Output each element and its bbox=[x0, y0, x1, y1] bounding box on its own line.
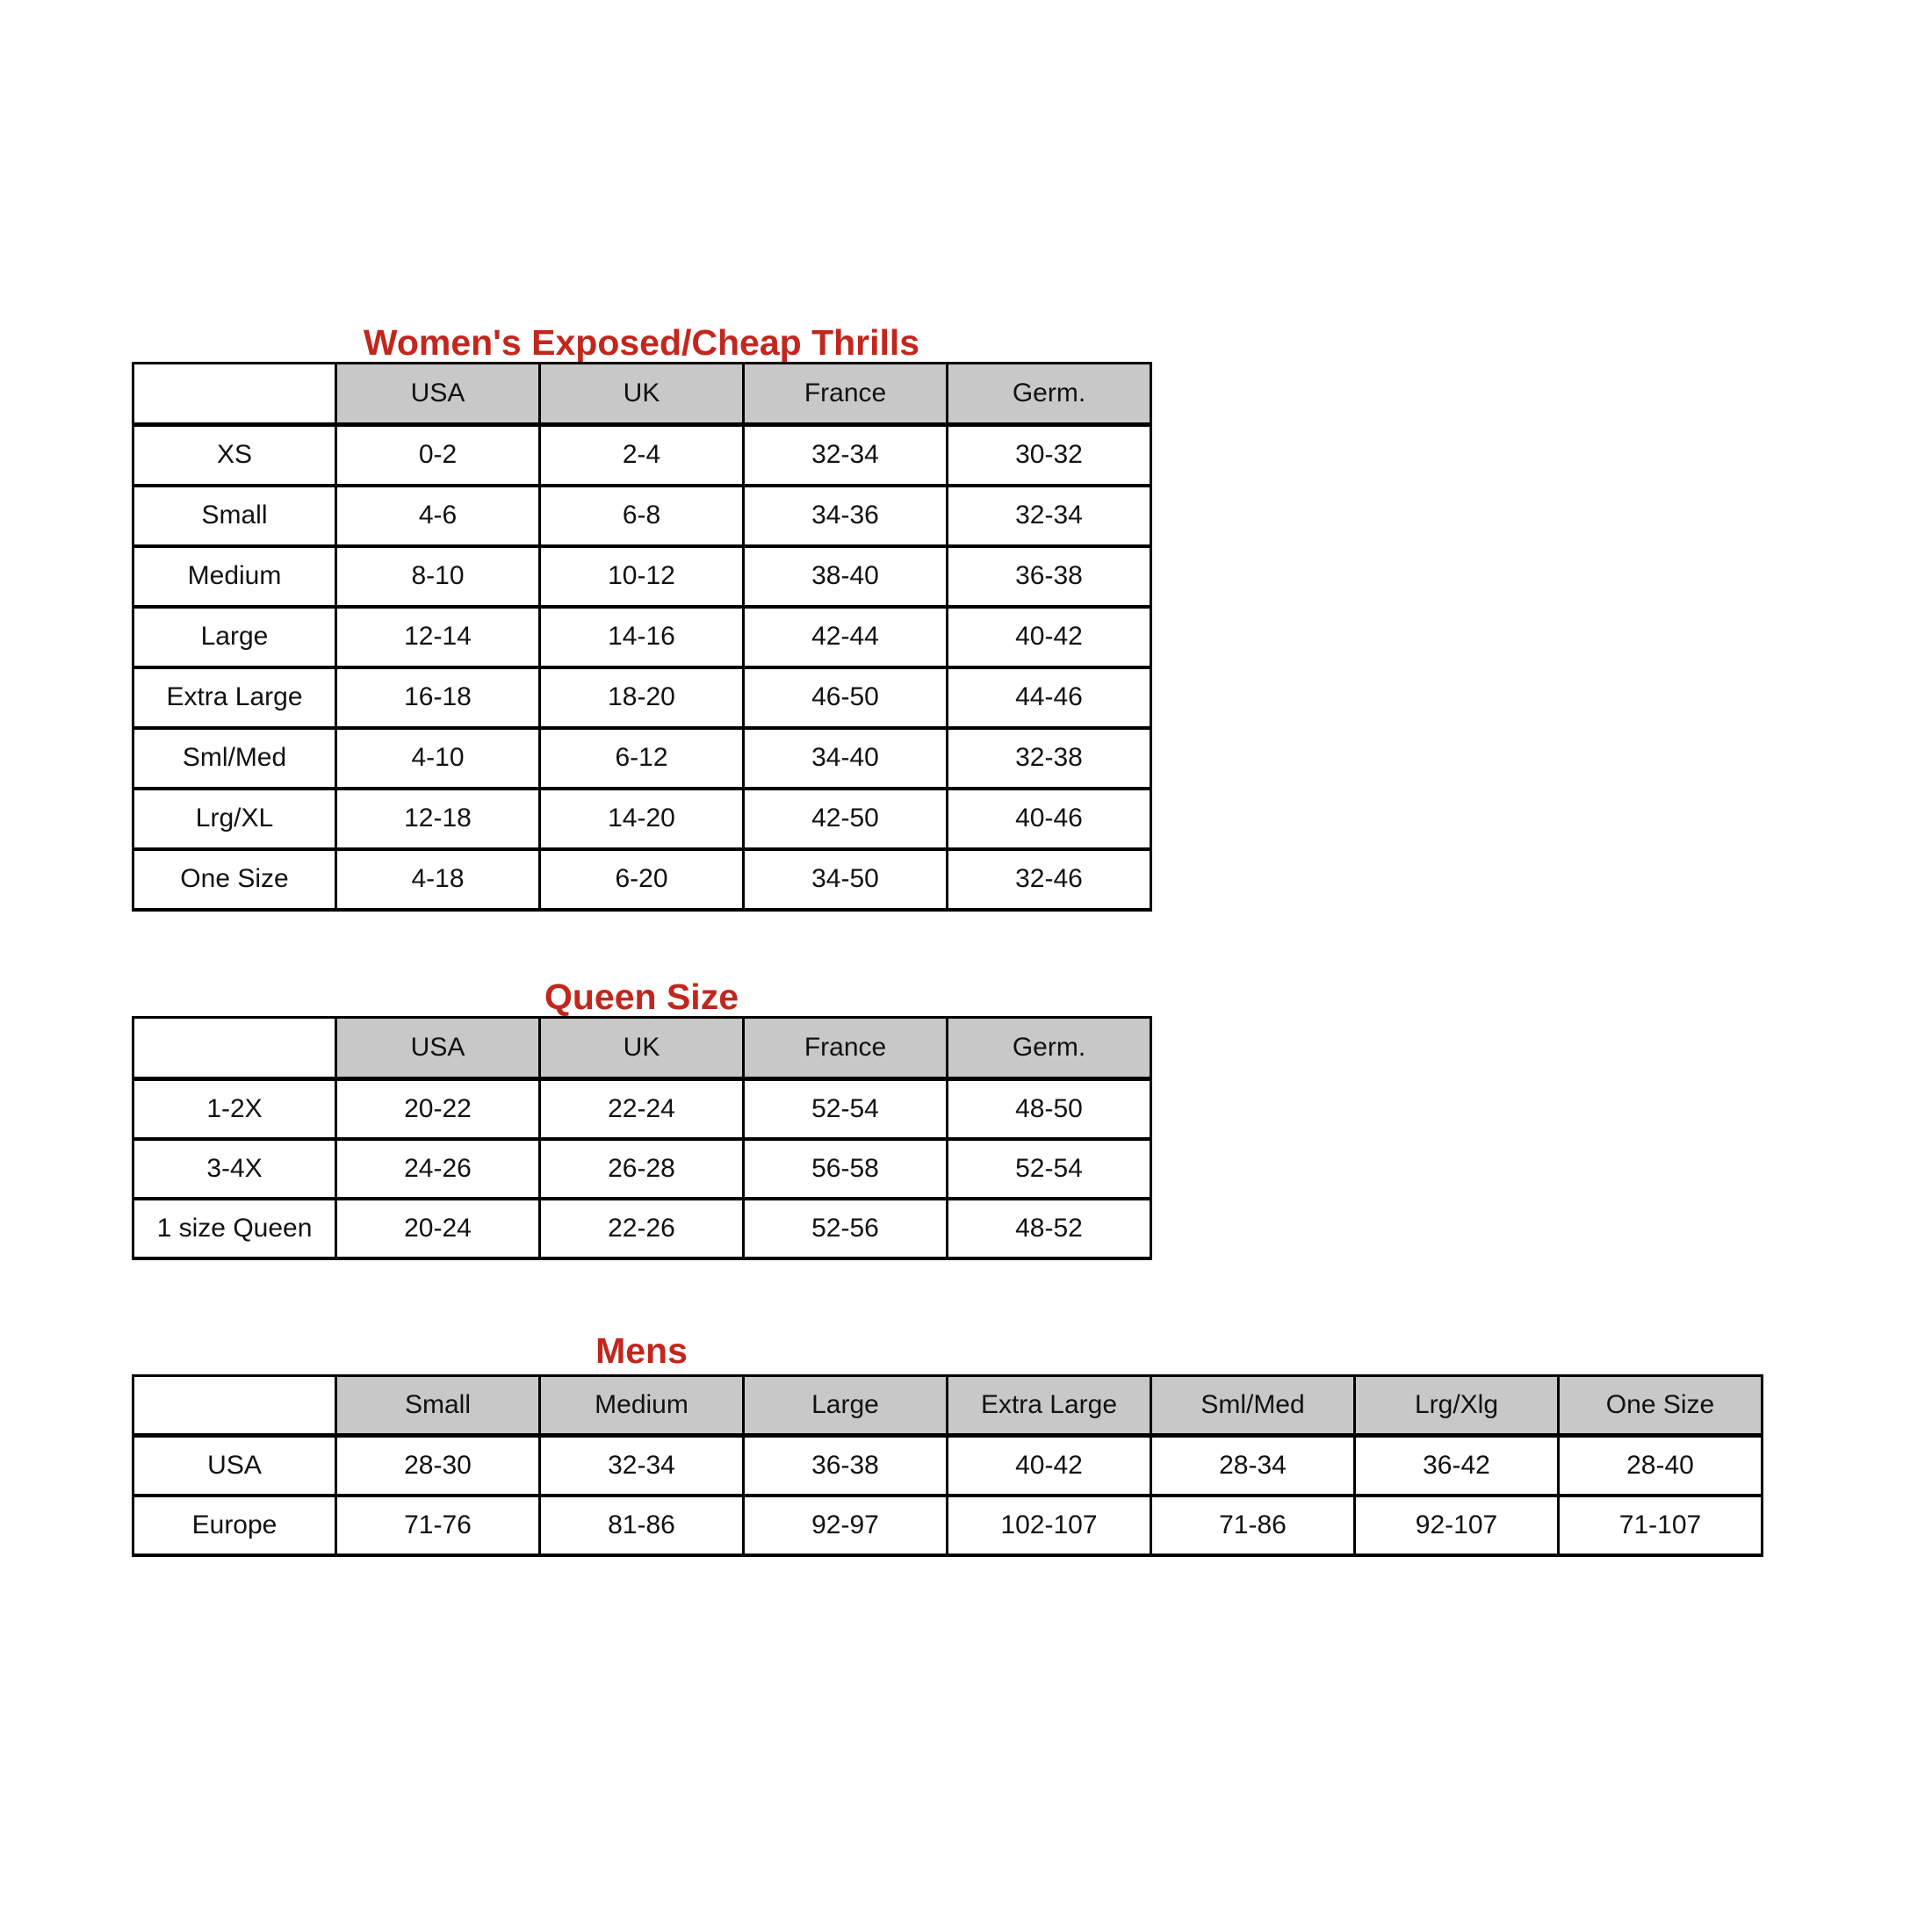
size-value-cell: 22-24 bbox=[540, 1079, 744, 1139]
size-value-cell: 32-38 bbox=[948, 728, 1151, 789]
size-value-cell: 28-34 bbox=[1151, 1436, 1355, 1496]
size-value-cell: 92-97 bbox=[744, 1496, 948, 1555]
size-value-cell: 4-10 bbox=[336, 728, 540, 789]
size-value-cell: 40-42 bbox=[948, 1436, 1151, 1496]
corner-spacer bbox=[133, 1018, 336, 1079]
column-header: USA bbox=[336, 364, 540, 425]
size-value-cell: 4-6 bbox=[336, 486, 540, 546]
size-value-cell: 34-40 bbox=[744, 728, 948, 789]
women-table-title: Women's Exposed/Cheap Thrills bbox=[363, 322, 920, 363]
size-value-cell: 32-34 bbox=[540, 1436, 744, 1496]
row-label: USA bbox=[133, 1436, 336, 1496]
column-header: Germ. bbox=[948, 364, 1151, 425]
column-header: UK bbox=[540, 364, 744, 425]
corner-spacer bbox=[133, 364, 336, 425]
size-value-cell: 10-12 bbox=[540, 546, 744, 607]
size-value-cell: 34-36 bbox=[744, 486, 948, 546]
mens-size-table bbox=[132, 1374, 1763, 1557]
table-row bbox=[133, 486, 1151, 546]
corner-spacer bbox=[133, 1376, 336, 1436]
table-row bbox=[133, 728, 1151, 789]
size-value-cell: 46-50 bbox=[744, 667, 948, 728]
size-value-cell: 6-20 bbox=[540, 849, 744, 910]
size-value-cell: 102-107 bbox=[948, 1496, 1151, 1555]
column-header: One Size bbox=[1559, 1376, 1763, 1436]
size-value-cell: 12-14 bbox=[336, 607, 540, 667]
table-row bbox=[133, 1436, 1763, 1496]
size-value-cell: 32-34 bbox=[948, 486, 1151, 546]
size-value-cell: 14-16 bbox=[540, 607, 744, 667]
size-value-cell: 34-50 bbox=[744, 849, 948, 910]
size-value-cell: 36-38 bbox=[948, 546, 1151, 607]
table-row bbox=[133, 1139, 1151, 1199]
size-value-cell: 2-4 bbox=[540, 425, 744, 486]
row-label: 1 size Queen bbox=[133, 1199, 336, 1258]
size-value-cell: 18-20 bbox=[540, 667, 744, 728]
size-value-cell: 32-46 bbox=[948, 849, 1151, 910]
size-value-cell: 28-30 bbox=[336, 1436, 540, 1496]
column-header: Sml/Med bbox=[1151, 1376, 1355, 1436]
size-value-cell: 71-76 bbox=[336, 1496, 540, 1555]
size-value-cell: 14-20 bbox=[540, 789, 744, 849]
size-value-cell: 48-52 bbox=[948, 1199, 1151, 1258]
size-value-cell: 30-32 bbox=[948, 425, 1151, 486]
queen-table-title: Queen Size bbox=[544, 977, 739, 1017]
size-value-cell: 44-46 bbox=[948, 667, 1151, 728]
size-value-cell: 22-26 bbox=[540, 1199, 744, 1258]
row-label: Europe bbox=[133, 1496, 336, 1555]
size-value-cell: 42-50 bbox=[744, 789, 948, 849]
size-value-cell: 28-40 bbox=[1559, 1436, 1763, 1496]
table-row bbox=[133, 667, 1151, 728]
column-header: UK bbox=[540, 1018, 744, 1079]
column-header: Germ. bbox=[948, 1018, 1151, 1079]
size-value-cell: 32-34 bbox=[744, 425, 948, 486]
size-value-cell: 92-107 bbox=[1355, 1496, 1559, 1555]
size-value-cell: 71-86 bbox=[1151, 1496, 1355, 1555]
row-label: One Size bbox=[133, 849, 336, 910]
size-value-cell: 52-54 bbox=[744, 1079, 948, 1139]
table-header-row bbox=[133, 364, 1151, 425]
size-value-cell: 38-40 bbox=[744, 546, 948, 607]
size-value-cell: 52-56 bbox=[744, 1199, 948, 1258]
table-row bbox=[133, 607, 1151, 667]
size-value-cell: 12-18 bbox=[336, 789, 540, 849]
row-label: Small bbox=[133, 486, 336, 546]
column-header: Large bbox=[744, 1376, 948, 1436]
size-value-cell: 36-42 bbox=[1355, 1436, 1559, 1496]
row-label: Extra Large bbox=[133, 667, 336, 728]
queen-size-table bbox=[132, 1016, 1152, 1260]
column-header: France bbox=[744, 1018, 948, 1079]
size-value-cell: 16-18 bbox=[336, 667, 540, 728]
column-header: France bbox=[744, 364, 948, 425]
women-size-table bbox=[132, 362, 1152, 912]
size-value-cell: 24-26 bbox=[336, 1139, 540, 1199]
column-header: USA bbox=[336, 1018, 540, 1079]
table-row bbox=[133, 849, 1151, 910]
table-row bbox=[133, 789, 1151, 849]
size-value-cell: 71-107 bbox=[1559, 1496, 1763, 1555]
size-value-cell: 40-46 bbox=[948, 789, 1151, 849]
size-value-cell: 8-10 bbox=[336, 546, 540, 607]
size-value-cell: 26-28 bbox=[540, 1139, 744, 1199]
size-value-cell: 40-42 bbox=[948, 607, 1151, 667]
size-value-cell: 20-22 bbox=[336, 1079, 540, 1139]
size-value-cell: 20-24 bbox=[336, 1199, 540, 1258]
size-value-cell: 42-44 bbox=[744, 607, 948, 667]
table-row bbox=[133, 1496, 1763, 1555]
size-value-cell: 0-2 bbox=[336, 425, 540, 486]
table-row bbox=[133, 1079, 1151, 1139]
row-label: XS bbox=[133, 425, 336, 486]
row-label: Lrg/XL bbox=[133, 789, 336, 849]
row-label: Sml/Med bbox=[133, 728, 336, 789]
size-value-cell: 6-12 bbox=[540, 728, 744, 789]
size-value-cell: 52-54 bbox=[948, 1139, 1151, 1199]
table-row bbox=[133, 1199, 1151, 1258]
table-row bbox=[133, 425, 1151, 486]
size-value-cell: 56-58 bbox=[744, 1139, 948, 1199]
column-header: Small bbox=[336, 1376, 540, 1436]
column-header: Medium bbox=[540, 1376, 744, 1436]
table-row bbox=[133, 546, 1151, 607]
size-value-cell: 6-8 bbox=[540, 486, 744, 546]
column-header: Lrg/Xlg bbox=[1355, 1376, 1559, 1436]
size-value-cell: 4-18 bbox=[336, 849, 540, 910]
size-value-cell: 81-86 bbox=[540, 1496, 744, 1555]
row-label: Medium bbox=[133, 546, 336, 607]
column-header: Extra Large bbox=[948, 1376, 1151, 1436]
size-value-cell: 36-38 bbox=[744, 1436, 948, 1496]
row-label: 3-4X bbox=[133, 1139, 336, 1199]
size-value-cell: 48-50 bbox=[948, 1079, 1151, 1139]
table-header-row bbox=[133, 1018, 1151, 1079]
row-label: Large bbox=[133, 607, 336, 667]
mens-table-title: Mens bbox=[595, 1330, 688, 1371]
table-header-row bbox=[133, 1376, 1763, 1436]
row-label: 1-2X bbox=[133, 1079, 336, 1139]
